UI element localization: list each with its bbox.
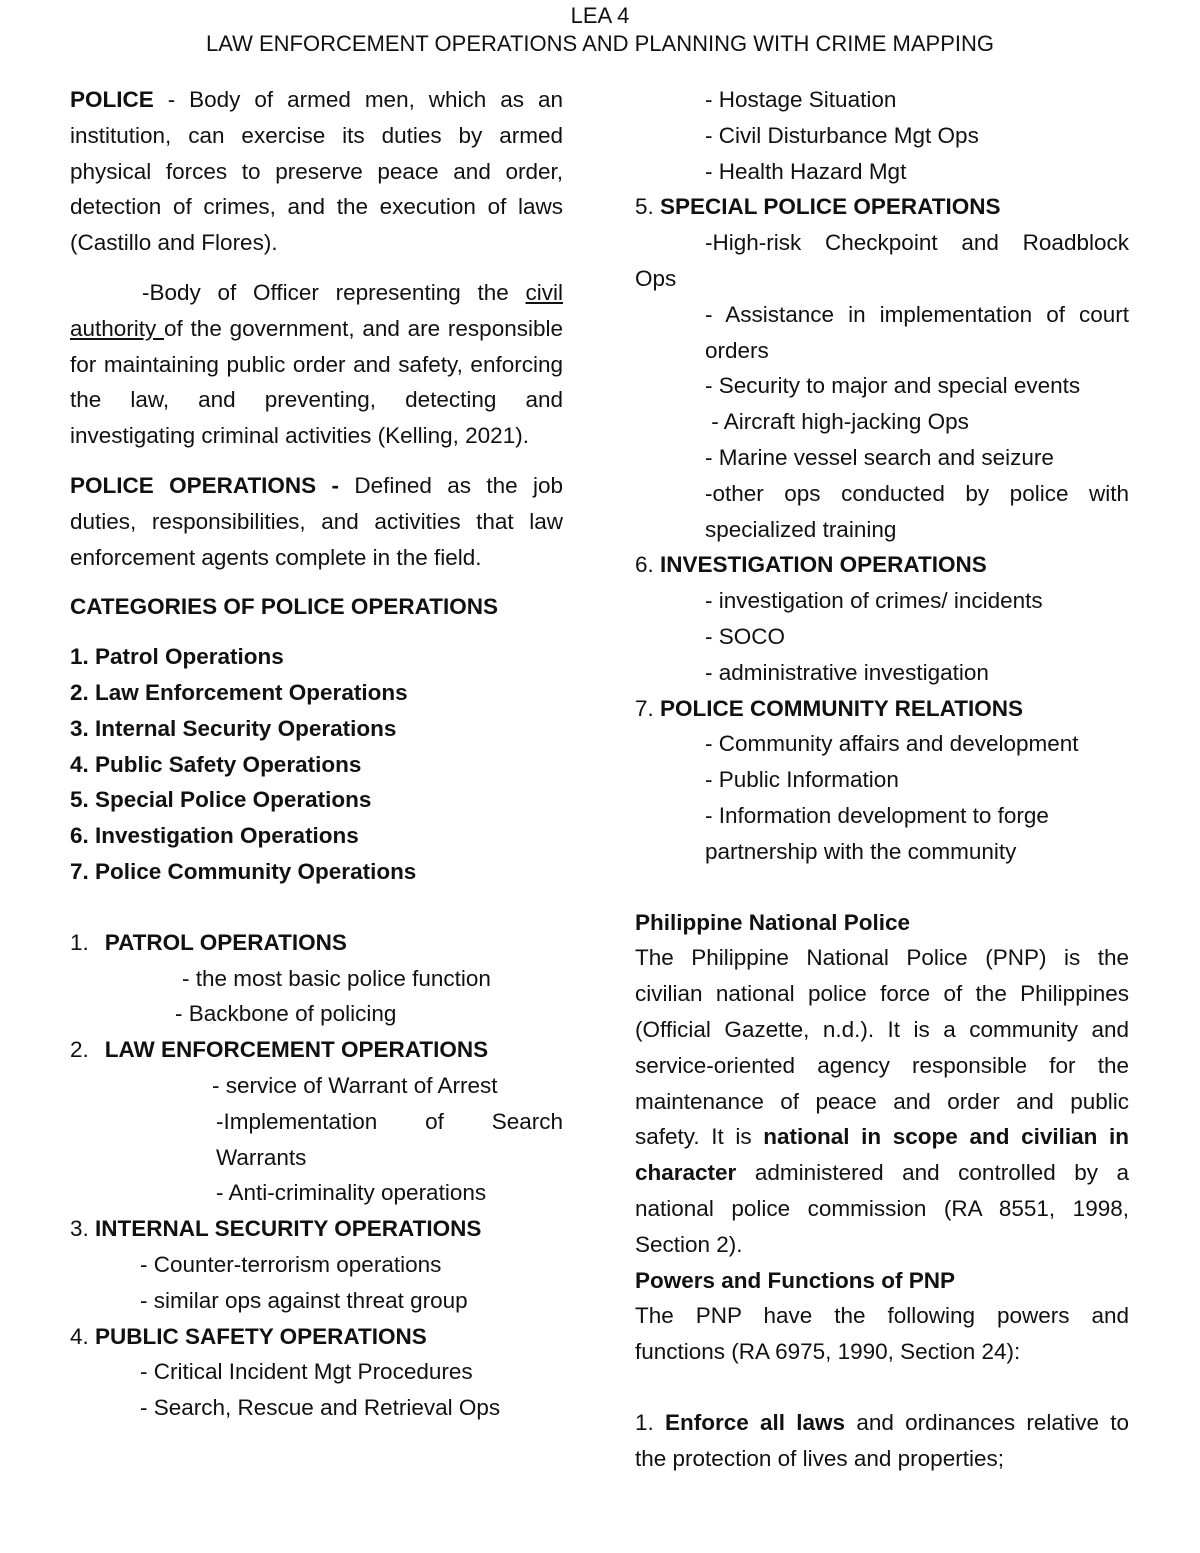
- document-title: LAW ENFORCEMENT OPERATIONS AND PLANNING WITH CRIME MAPPING: [205, 31, 994, 56]
- left-column: [70, 82, 563, 1426]
- list-item: [70, 854, 563, 890]
- list-item: - Hostage Situation: [705, 87, 897, 112]
- public-safety-section: [70, 1319, 563, 1426]
- pnp-paragraph: [635, 940, 1129, 1262]
- list-item: - Community affairs and development: [705, 731, 1079, 757]
- list-item: - Assistance in implementation of court orders: [705, 301, 1129, 363]
- list-item: [70, 818, 563, 854]
- list-item: - Critical Incident Mgt Procedures: [140, 1359, 473, 1385]
- section-number: 1.: [70, 929, 89, 955]
- section-title: INVESTIGATION OPERATIONS: [660, 552, 987, 578]
- section-heading: [635, 547, 1129, 583]
- categories-list: [70, 639, 563, 890]
- section-heading: [70, 925, 563, 961]
- section-heading: [70, 1211, 563, 1247]
- police-term: POLICE: [70, 87, 154, 112]
- categories-heading: [70, 589, 563, 625]
- police-definition-2: [70, 275, 563, 454]
- list-item: - Aircraft high-jacking Ops: [705, 409, 969, 435]
- list-item: - Civil Disturbance Mgt Ops: [705, 122, 979, 148]
- section-heading: [70, 1032, 563, 1068]
- powers-item-1: [635, 1405, 1129, 1477]
- list-item: -other ops conducted by police with specialized training: [705, 480, 1129, 542]
- list-item: - Backbone of policing: [175, 1001, 397, 1027]
- list-item: - Security to major and special events: [705, 373, 1081, 399]
- civil-authority-underlined: civil authority: [70, 279, 563, 341]
- category-item: 4. Public Safety Operations: [70, 751, 362, 777]
- list-item: -Implementation of Search Warrants: [216, 1108, 563, 1170]
- special-section: [635, 189, 1129, 547]
- section-number: 6.: [635, 552, 654, 578]
- section-title: PUBLIC SAFETY OPERATIONS: [95, 1323, 427, 1349]
- category-item: 5. Special Police Operations: [70, 787, 372, 813]
- powers-heading-text: Powers and Functions of PNP: [635, 1267, 956, 1293]
- list-item: - SOCO: [705, 623, 786, 649]
- police-operations-text: Defined as the job duties, responsibilities, and activities that law enforcement agents complete in the field.: [70, 472, 563, 570]
- right-column: [635, 82, 1129, 1476]
- internal-security-section: [70, 1211, 563, 1318]
- section-number: 2.: [70, 1037, 89, 1063]
- list-item: - Health Hazard Mgt: [705, 158, 907, 184]
- public-safety-continued: [635, 82, 1129, 189]
- pnp-bold-text: national in scope and civilian in character: [635, 1124, 1129, 1186]
- police-operations-term: POLICE OPERATIONS -: [70, 472, 340, 498]
- section-heading: [635, 691, 1129, 727]
- list-item: - service of Warrant of Arrest: [212, 1072, 498, 1098]
- list-item: - administrative investigation: [705, 659, 989, 685]
- section-title: INTERNAL SECURITY OPERATIONS: [95, 1216, 482, 1242]
- powers-item-text: and ordinances relative to the protection of lives and properties;: [635, 1409, 1129, 1471]
- law-enforcement-section: [70, 1032, 563, 1211]
- section-title: LAW ENFORCEMENT OPERATIONS: [104, 1037, 489, 1063]
- powers-item-number: 1.: [635, 1409, 666, 1435]
- category-item: 3. Internal Security Operations: [70, 715, 397, 741]
- powers-section: [635, 1263, 1129, 1477]
- section-number: 4.: [70, 1323, 89, 1349]
- list-item: - Marine vessel search and seizure: [705, 444, 1054, 470]
- header: [0, 2, 1200, 58]
- category-item: 6. Investigation Operations: [70, 823, 359, 849]
- list-item: [70, 639, 563, 675]
- course-code: LEA 4: [570, 3, 630, 28]
- pnp-heading: [635, 905, 1129, 941]
- powers-heading: [635, 1263, 1129, 1299]
- police-def2-pre: -Body of Officer representing the: [142, 279, 526, 305]
- section-number: 7.: [635, 695, 654, 721]
- section-title: PATROL OPERATIONS: [104, 929, 347, 955]
- list-item: [70, 675, 563, 711]
- patrol-section: [70, 925, 563, 1032]
- list-item: [70, 782, 563, 818]
- list-item: - similar ops against threat group: [140, 1287, 468, 1313]
- pnp-text-end: administered and controlled by a national police commission (RA 8551, 1998, Section 2).: [635, 1160, 1129, 1257]
- police-operations-definition: [70, 468, 563, 575]
- list-item: - Search, Rescue and Retrieval Ops: [140, 1395, 501, 1421]
- section-number: 5.: [635, 194, 654, 220]
- list-item: [70, 747, 563, 783]
- powers-intro: The PNP have the following powers and functions (RA 6975, 1990, Section 24):: [635, 1303, 1129, 1365]
- section-heading: [70, 1319, 563, 1355]
- pcr-section: [635, 691, 1129, 870]
- list-item: - investigation of crimes/ incidents: [705, 588, 1043, 614]
- section-title: SPECIAL POLICE OPERATIONS: [660, 194, 1001, 220]
- police-definition-text: - Body of armed men, which as an institution, can exercise its duties by armed physical forces to preserve peace and order, detection of crimes, and the execution of laws (Castillo and Flores).: [70, 87, 563, 256]
- categories-heading-text: CATEGORIES OF POLICE OPERATIONS: [70, 594, 498, 620]
- section-number: 3.: [70, 1216, 89, 1242]
- category-item: 7. Police Community Operations: [70, 858, 417, 884]
- list-item: - Anti-criminality operations: [216, 1180, 487, 1206]
- category-item: 1. Patrol Operations: [70, 644, 284, 670]
- list-item: - Public Information: [705, 767, 899, 793]
- list-item: [70, 711, 563, 747]
- list-item-continued: Ops: [635, 265, 677, 291]
- pnp-text: The Philippine National Police (PNP) is the civilian national police force of the Philippines (Official Gazette, n.d.). It is a community and service-oriented agency responsible for the maintenance of peace and order and public safety. It is: [635, 945, 1129, 1150]
- powers-item-bold: Enforce all laws: [665, 1409, 846, 1435]
- list-item: -High-risk Checkpoint and Roadblock: [705, 230, 1129, 256]
- category-item: 2. Law Enforcement Operations: [70, 679, 408, 705]
- police-definition: [70, 82, 563, 261]
- pnp-section: [635, 905, 1129, 1263]
- list-item: - Counter-terrorism operations: [140, 1251, 442, 1277]
- investigation-section: [635, 547, 1129, 690]
- section-title: POLICE COMMUNITY RELATIONS: [660, 695, 1023, 721]
- list-item: - the most basic police function: [182, 965, 491, 991]
- pnp-heading-text: Philippine National Police: [635, 909, 911, 935]
- section-heading: [635, 189, 1129, 225]
- list-item: - Information development to forge partnership with the community: [705, 802, 1049, 864]
- police-def2-post: of the government, and are responsible for maintaining public order and safety, enforcing the law, and preventing, detecting and investigating criminal activities (Kelling, 2021).: [70, 315, 563, 449]
